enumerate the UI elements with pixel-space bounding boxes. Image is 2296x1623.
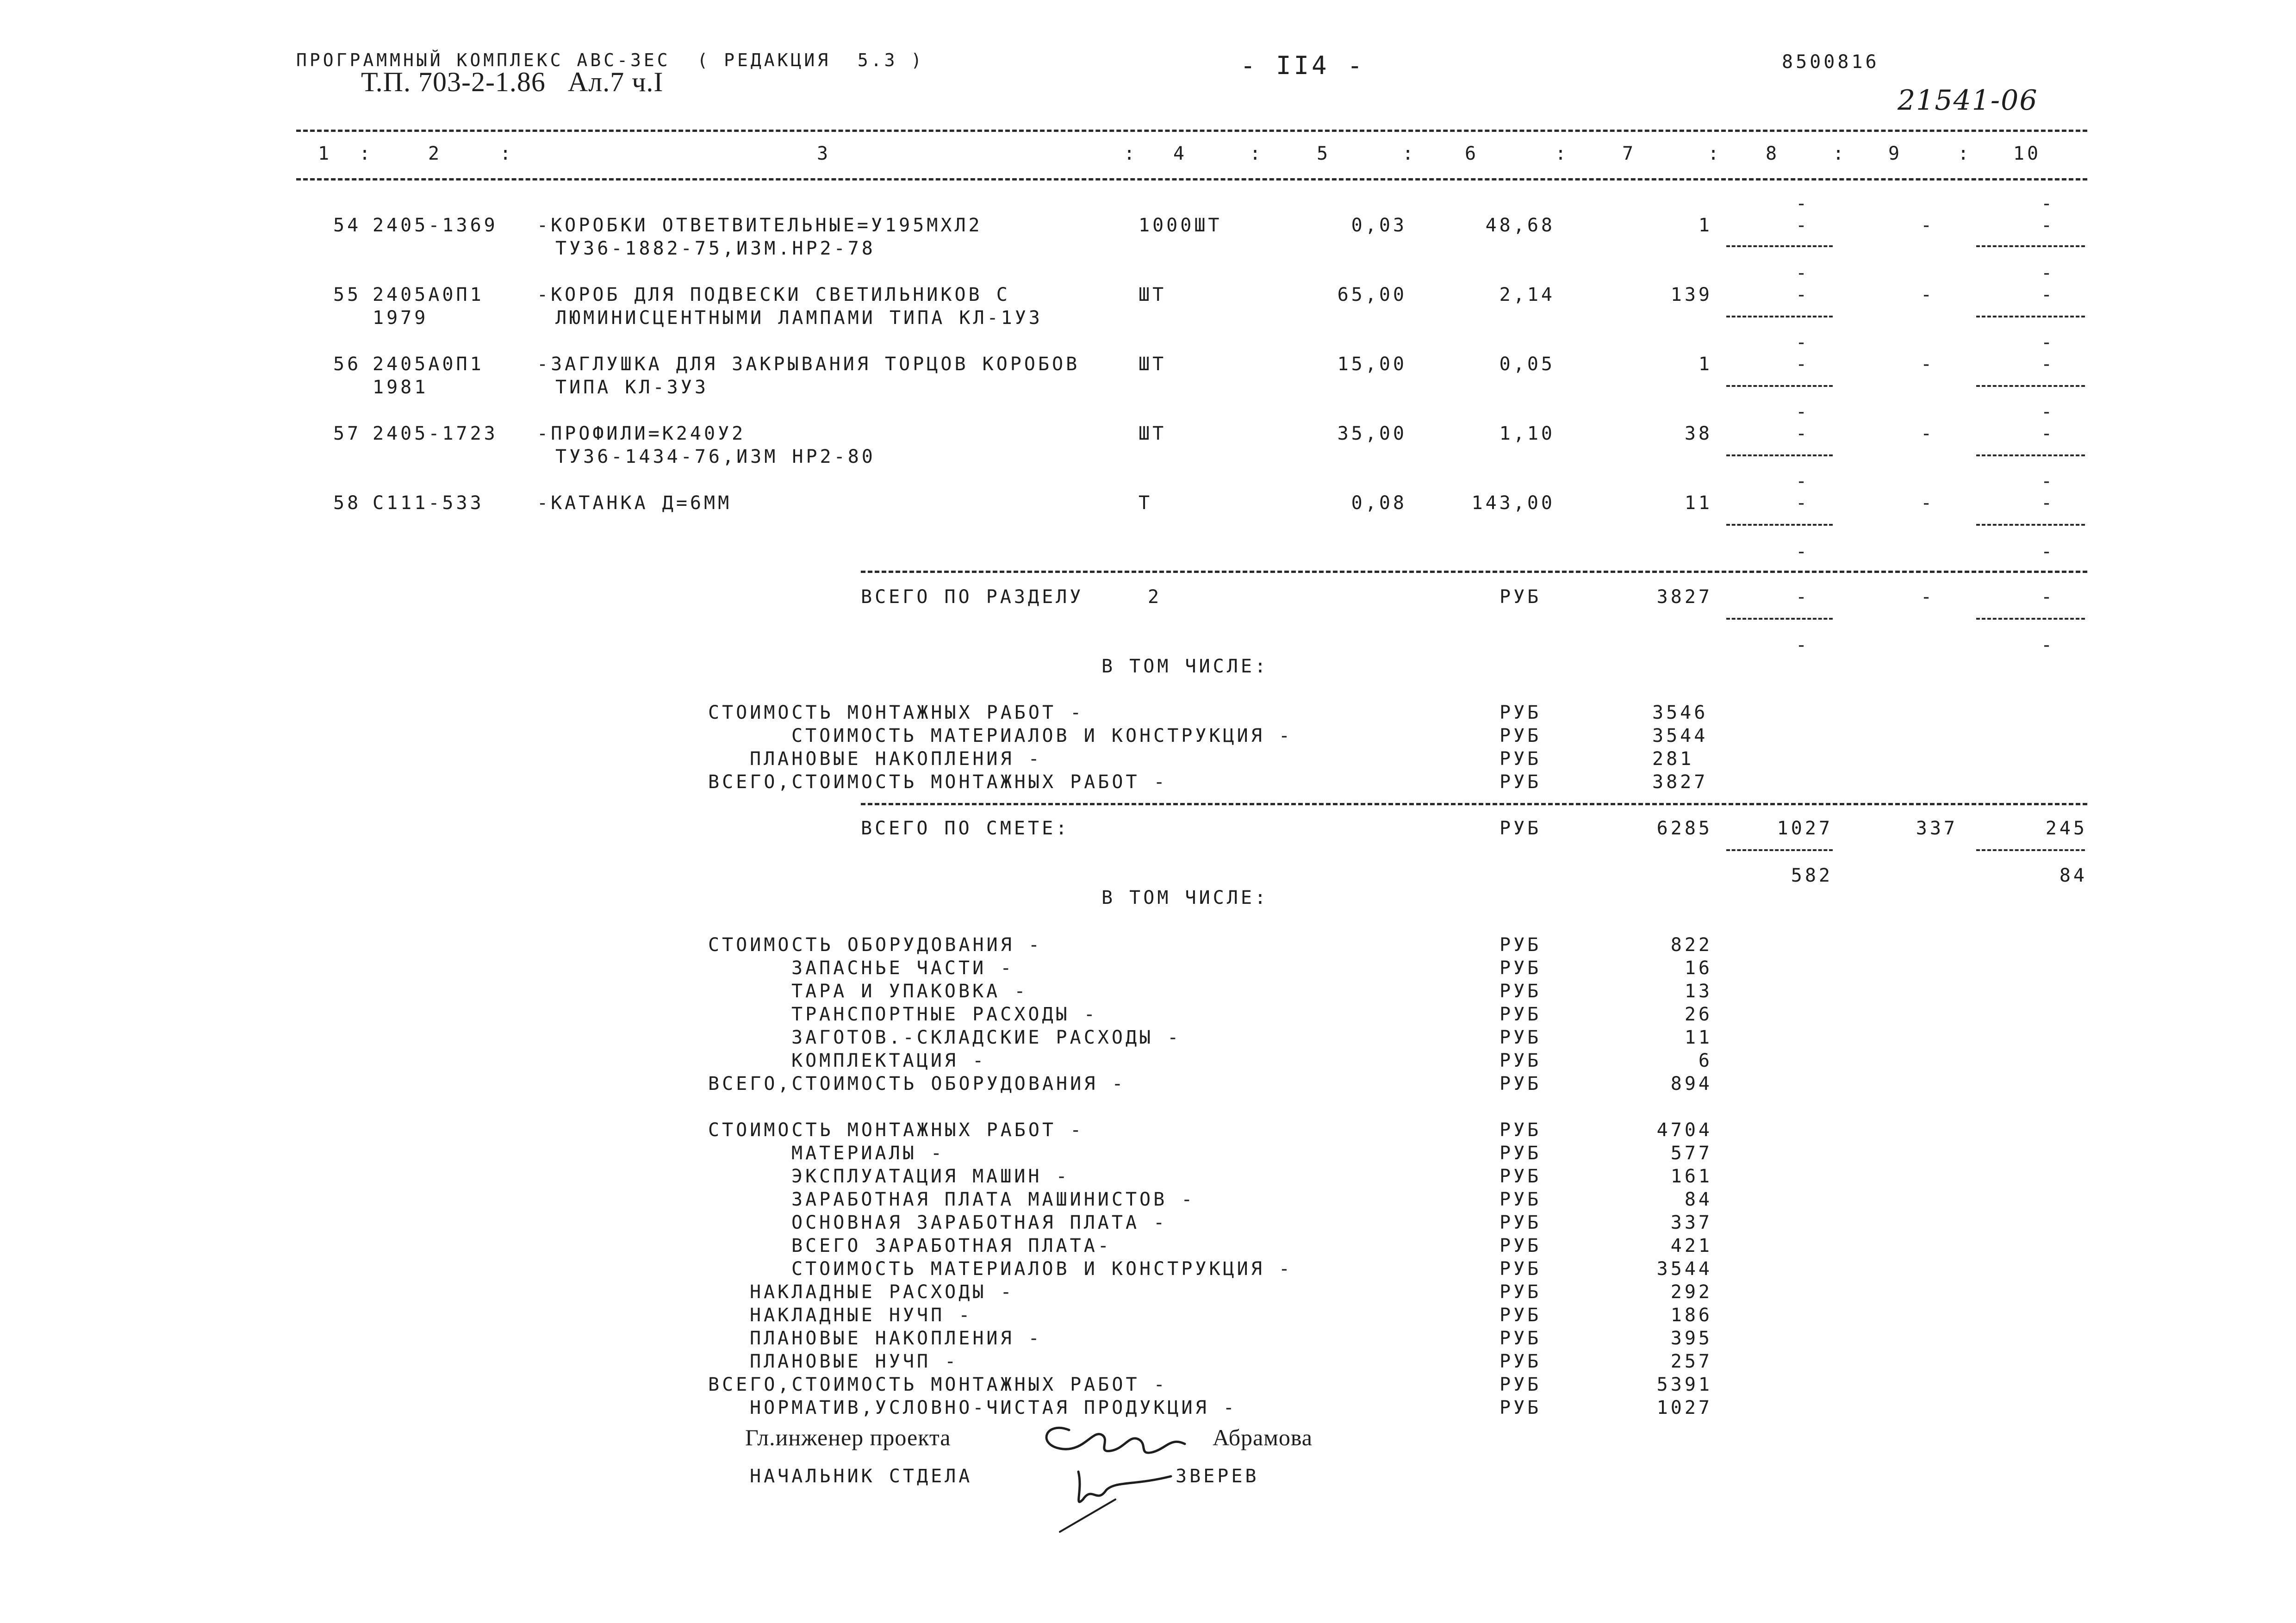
page-number: - II4 - [1240, 51, 1365, 80]
cell-rule [1976, 454, 2085, 456]
cell-dash: - [1796, 193, 1810, 214]
cost-unit: РУБ [1500, 1143, 1542, 1164]
cost-unit: РУБ [1500, 1305, 1542, 1326]
cell-rule [1726, 385, 1833, 387]
row-col9: - [1921, 284, 1935, 305]
cost-label: НАКЛАДНЫЕ НУЧП - [750, 1305, 973, 1326]
section-total-label: ВСЕГО ПО РАЗДЕЛУ [861, 586, 1084, 608]
cost-label: ВСЕГО ЗАРАБОТНАЯ ПЛАТА- [791, 1235, 1112, 1256]
cell-rule [1726, 618, 1833, 620]
header-bottom-rule [296, 178, 2087, 180]
row-col10: - [2041, 492, 2055, 514]
section-total-col9: - [1921, 586, 1935, 608]
row-col10: - [2041, 423, 2055, 444]
cost-unit: РУБ [1500, 1281, 1542, 1303]
cost-value: 822 [1670, 934, 1712, 956]
cost-unit: РУБ [1500, 1351, 1542, 1372]
cost-unit: РУБ [1500, 1189, 1542, 1210]
cost-label: НАКЛАДНЫЕ РАСХОДЫ - [750, 1281, 1014, 1303]
cell-dash: - [2041, 401, 2055, 423]
row-total: 1 [1698, 215, 1712, 236]
row-description: -КОРОБКИ ОТВЕТВИТЕЛЬНЫЕ=У195МХЛ2 [537, 215, 983, 236]
cost-label: СТОИМОСТЬ МОНТАЖНЫХ РАБОТ - [708, 1119, 1084, 1141]
cost-value: 26 [1684, 1004, 1712, 1025]
row-number: 55 [333, 284, 361, 305]
section-total-col8: - [1796, 586, 1810, 608]
department-head-role: НАЧАЛЬНИК СТДЕЛА [750, 1466, 973, 1487]
cost-unit: РУБ [1500, 748, 1542, 770]
cost-value: 84 [1684, 1189, 1712, 1210]
row-col8: - [1796, 354, 1810, 375]
row-col9: - [1921, 354, 1935, 375]
cell-rule [1726, 454, 1833, 456]
row-total: 38 [1684, 423, 1712, 444]
row-code: С111-533 [373, 492, 484, 514]
cell-dash: - [2041, 332, 2055, 353]
row-col9: - [1921, 423, 1935, 444]
col-header-3: 3 [816, 143, 831, 164]
cost-value: 16 [1684, 958, 1712, 979]
estimate-total-value: 6285 [1656, 818, 1712, 839]
row-description: -ЗАГЛУШКА ДЛЯ ЗАКРЫВАНИЯ ТОРЦОВ КОРОБОВ [537, 354, 1080, 375]
row-unit: ШТ [1139, 354, 1167, 375]
row-quantity: 0,03 [1351, 215, 1407, 236]
row-price: 2,14 [1499, 284, 1555, 305]
estimate-including-heading: В ТОМ ЧИСЛЕ: [1101, 887, 1269, 908]
section-including-heading: В ТОМ ЧИСЛЕ: [1101, 656, 1269, 677]
cost-unit: РУБ [1500, 1212, 1542, 1233]
handwritten-signature-icon [1032, 1412, 1226, 1550]
cost-label: ВСЕГО,СТОИМОСТЬ ОБОРУДОВАНИЯ - [708, 1073, 1126, 1094]
row-unit: 1000ШТ [1139, 215, 1222, 236]
col-sep: : [1124, 143, 1138, 164]
cost-value: 4704 [1656, 1119, 1712, 1141]
row-price: 1,10 [1499, 423, 1555, 444]
row-code: 2405А0П1 [373, 354, 484, 375]
cost-unit: РУБ [1500, 981, 1542, 1002]
section-total-value: 3827 [1656, 586, 1712, 608]
cost-unit: РУБ [1500, 1073, 1542, 1094]
row-description: -КАТАНКА Д=6ММ [537, 492, 732, 514]
cost-label: СТОИМОСТЬ МАТЕРИАЛОВ И КОНСТРУКЦИЯ - [791, 725, 1293, 746]
row-quantity: 15,00 [1337, 354, 1407, 375]
cost-value: 257 [1670, 1351, 1712, 1372]
cost-unit: РУБ [1500, 1166, 1542, 1187]
cost-value: 894 [1670, 1073, 1712, 1094]
section-total-unit: РУБ [1500, 586, 1542, 608]
cell-rule [1726, 316, 1833, 317]
department-head-name: ЗВЕРЕВ [1176, 1466, 1259, 1487]
chief-engineer-role: Гл.инженер проекта [745, 1424, 951, 1450]
cost-unit: РУБ [1500, 1328, 1542, 1349]
cost-label: ЗАГОТОВ.-СКЛАДСКИЕ РАСХОДЫ - [791, 1027, 1182, 1048]
project-reference: Т.П. 703-2-1.86 Ал.7 ч.I [361, 67, 664, 97]
cost-label: ЗАРАБОТНАЯ ПЛАТА МАШИНИСТОВ - [791, 1189, 1195, 1210]
cost-label: ОСНОВНАЯ ЗАРАБОТНАЯ ПЛАТА - [791, 1212, 1168, 1233]
cost-value: 3546 [1652, 702, 1708, 723]
row-description-2: ТИПА КЛ-3УЗ [555, 377, 709, 398]
cell-rule [1976, 245, 2085, 247]
cost-value: 292 [1670, 1281, 1712, 1303]
col-header-6: 6 [1464, 143, 1479, 164]
estimate-total-rule [861, 803, 2087, 805]
col-header-1: 1 [317, 143, 332, 164]
row-number: 54 [333, 215, 361, 236]
row-quantity: 0,08 [1351, 492, 1407, 514]
cost-label: ТРАНСПОРТНЫЕ РАСХОДЫ - [791, 1004, 1098, 1025]
estimate-total-unit: РУБ [1500, 818, 1542, 839]
col-header-10: 10 [2013, 143, 2041, 164]
cost-label: ВСЕГО,СТОИМОСТЬ МОНТАЖНЫХ РАБОТ - [708, 771, 1168, 793]
program-header: ПРОГРАММНЫЙ КОМПЛЕКС АВС-3ЕС ( РЕДАКЦИЯ 5.3 ) [296, 50, 925, 70]
estimate-total-col8-sub: 582 [1791, 865, 1833, 886]
cell-rule [1976, 618, 2085, 620]
document-code: 8500816 [1782, 51, 1879, 73]
row-total: 1 [1698, 354, 1712, 375]
cost-label: ПЛАНОВЫЕ НУЧП - [750, 1351, 959, 1372]
col-header-5: 5 [1316, 143, 1331, 164]
cost-label: ПЛАНОВЫЕ НАКОПЛЕНИЯ - [750, 748, 1042, 770]
cell-dash: - [1796, 401, 1810, 423]
cost-value: 395 [1670, 1328, 1712, 1349]
cost-value: 6 [1698, 1050, 1712, 1071]
cost-value: 13 [1684, 981, 1712, 1002]
col-header-9: 9 [1888, 143, 1903, 164]
col-header-4: 4 [1173, 143, 1188, 164]
cost-value: 3544 [1656, 1258, 1712, 1280]
row-col8: - [1796, 423, 1810, 444]
cost-label: МАТЕРИАЛЫ - [791, 1143, 945, 1164]
cost-unit: РУБ [1500, 1027, 1542, 1048]
row-col10: - [2041, 354, 2055, 375]
col-sep: : [1958, 143, 1972, 164]
cost-value: 186 [1670, 1305, 1712, 1326]
header-top-rule [296, 130, 2087, 132]
row-description-2: ТУ36-1882-75,ИЗМ.НР2-78 [555, 238, 876, 259]
row-price: 0,05 [1499, 354, 1555, 375]
row-total: 139 [1670, 284, 1712, 305]
col-sep: : [1833, 143, 1847, 164]
row-total: 11 [1684, 492, 1712, 514]
row-col8: - [1796, 492, 1810, 514]
cost-value: 161 [1670, 1166, 1712, 1187]
cost-value: 577 [1670, 1143, 1712, 1164]
cell-dash: - [1796, 262, 1810, 284]
col-header-8: 8 [1765, 143, 1780, 164]
row-unit: ШТ [1139, 284, 1167, 305]
row-quantity: 65,00 [1337, 284, 1407, 305]
row-description-2: ЛЮМИНИСЦЕНТНЫМИ ЛАМПАМИ ТИПА КЛ-1УЗ [555, 307, 1043, 329]
cost-unit: РУБ [1500, 1374, 1542, 1395]
row-col10: - [2041, 215, 2055, 236]
section-number: 2 [1148, 586, 1162, 608]
cell-dash: - [2041, 471, 2055, 492]
row-code: 2405-1369 [373, 215, 498, 236]
cell-rule [1726, 524, 1833, 526]
cell-dash: - [1796, 541, 1810, 562]
col-sep: : [1708, 143, 1722, 164]
cost-unit: РУБ [1500, 1050, 1542, 1071]
cost-unit: РУБ [1500, 1004, 1542, 1025]
cell-dash: - [2041, 541, 2055, 562]
section-total-col10: - [2041, 586, 2055, 608]
row-unit: Т [1139, 492, 1153, 514]
cost-unit: РУБ [1500, 1119, 1542, 1141]
cell-rule [1976, 385, 2085, 387]
col-sep: : [500, 143, 514, 164]
row-number: 57 [333, 423, 361, 444]
cell-rule [1726, 849, 1833, 851]
cost-label: ЗАПАСНЬЕ ЧАСТИ - [791, 958, 1014, 979]
cell-rule [1726, 245, 1833, 247]
cost-label: КОМПЛЕКТАЦИЯ - [791, 1050, 987, 1071]
cell-dash: - [1796, 471, 1810, 492]
cost-label: СТОИМОСТЬ ОБОРУДОВАНИЯ - [708, 934, 1042, 956]
section-total-rule [861, 571, 2087, 573]
row-description: -ПРОФИЛИ=К240У2 [537, 423, 746, 444]
cost-label: СТОИМОСТЬ МАТЕРИАЛОВ И КОНСТРУКЦИЯ - [791, 1258, 1293, 1280]
row-price: 143,00 [1471, 492, 1555, 514]
cost-value: 3544 [1652, 725, 1708, 746]
col-header-7: 7 [1622, 143, 1636, 164]
cost-unit: РУБ [1500, 702, 1542, 723]
cost-label: СТОИМОСТЬ МОНТАЖНЫХ РАБОТ - [708, 702, 1084, 723]
col-sep: : [1555, 143, 1569, 164]
cost-label: ЭКСПЛУАТАЦИЯ МАШИН - [791, 1166, 1070, 1187]
cost-unit: РУБ [1500, 934, 1542, 956]
row-number: 56 [333, 354, 361, 375]
cost-unit: РУБ [1500, 725, 1542, 746]
estimate-total-label: ВСЕГО ПО СМЕТЕ: [861, 818, 1070, 839]
cost-value: 421 [1670, 1235, 1712, 1256]
row-col8: - [1796, 215, 1810, 236]
cost-label: ВСЕГО,СТОИМОСТЬ МОНТАЖНЫХ РАБОТ - [708, 1374, 1168, 1395]
cost-label: ПЛАНОВЫЕ НАКОПЛЕНИЯ - [750, 1328, 1042, 1349]
row-code: 2405-1723 [373, 423, 498, 444]
row-description: -КОРОБ ДЛЯ ПОДВЕСКИ СВЕТИЛЬНИКОВ С [537, 284, 1010, 305]
cell-dash: - [2041, 634, 2055, 656]
cell-dash: - [1796, 332, 1810, 353]
cost-value: 3827 [1652, 771, 1708, 793]
cell-dash: - [1796, 634, 1810, 656]
col-sep: : [359, 143, 373, 164]
cost-label: НОРМАТИВ,УСЛОВНО-ЧИСТАЯ ПРОДУКЦИЯ - [750, 1397, 1237, 1418]
cost-unit: РУБ [1500, 1235, 1542, 1256]
row-number: 58 [333, 492, 361, 514]
col-sep: : [1250, 143, 1264, 164]
row-unit: ШТ [1139, 423, 1167, 444]
cell-rule [1976, 524, 2085, 526]
cost-unit: РУБ [1500, 771, 1542, 793]
row-code-2: 1981 [373, 377, 429, 398]
row-col9: - [1921, 492, 1935, 514]
cost-value: 5391 [1656, 1374, 1712, 1395]
cost-value: 281 [1652, 748, 1694, 770]
cell-rule [1976, 849, 2085, 851]
estimate-total-col10: 245 [2045, 818, 2087, 839]
col-sep: : [1402, 143, 1417, 164]
estimate-total-col10-sub: 84 [2059, 865, 2087, 886]
row-col10: - [2041, 284, 2055, 305]
col-header-2: 2 [428, 143, 442, 164]
cost-value: 11 [1684, 1027, 1712, 1048]
chief-engineer-name: Абрамова [1213, 1424, 1313, 1450]
estimate-total-col8: 1027 [1777, 818, 1833, 839]
cost-unit: РУБ [1500, 958, 1542, 979]
row-col9: - [1921, 215, 1935, 236]
cost-value: 1027 [1656, 1397, 1712, 1418]
row-col8: - [1796, 284, 1810, 305]
row-quantity: 35,00 [1337, 423, 1407, 444]
cost-label: ТАРА И УПАКОВКА - [791, 981, 1028, 1002]
row-code: 2405А0П1 [373, 284, 484, 305]
row-description-2: ТУ36-1434-76,ИЗМ НР2-80 [555, 446, 876, 467]
cost-unit: РУБ [1500, 1258, 1542, 1280]
cell-dash: - [2041, 262, 2055, 284]
row-code-2: 1979 [373, 307, 429, 329]
cost-unit: РУБ [1500, 1397, 1542, 1418]
cell-dash: - [2041, 193, 2055, 214]
cell-rule [1976, 316, 2085, 317]
estimate-total-col9: 337 [1916, 818, 1958, 839]
cost-value: 337 [1670, 1212, 1712, 1233]
row-price: 48,68 [1485, 215, 1555, 236]
handwritten-code: 21541-06 [1898, 84, 2038, 117]
